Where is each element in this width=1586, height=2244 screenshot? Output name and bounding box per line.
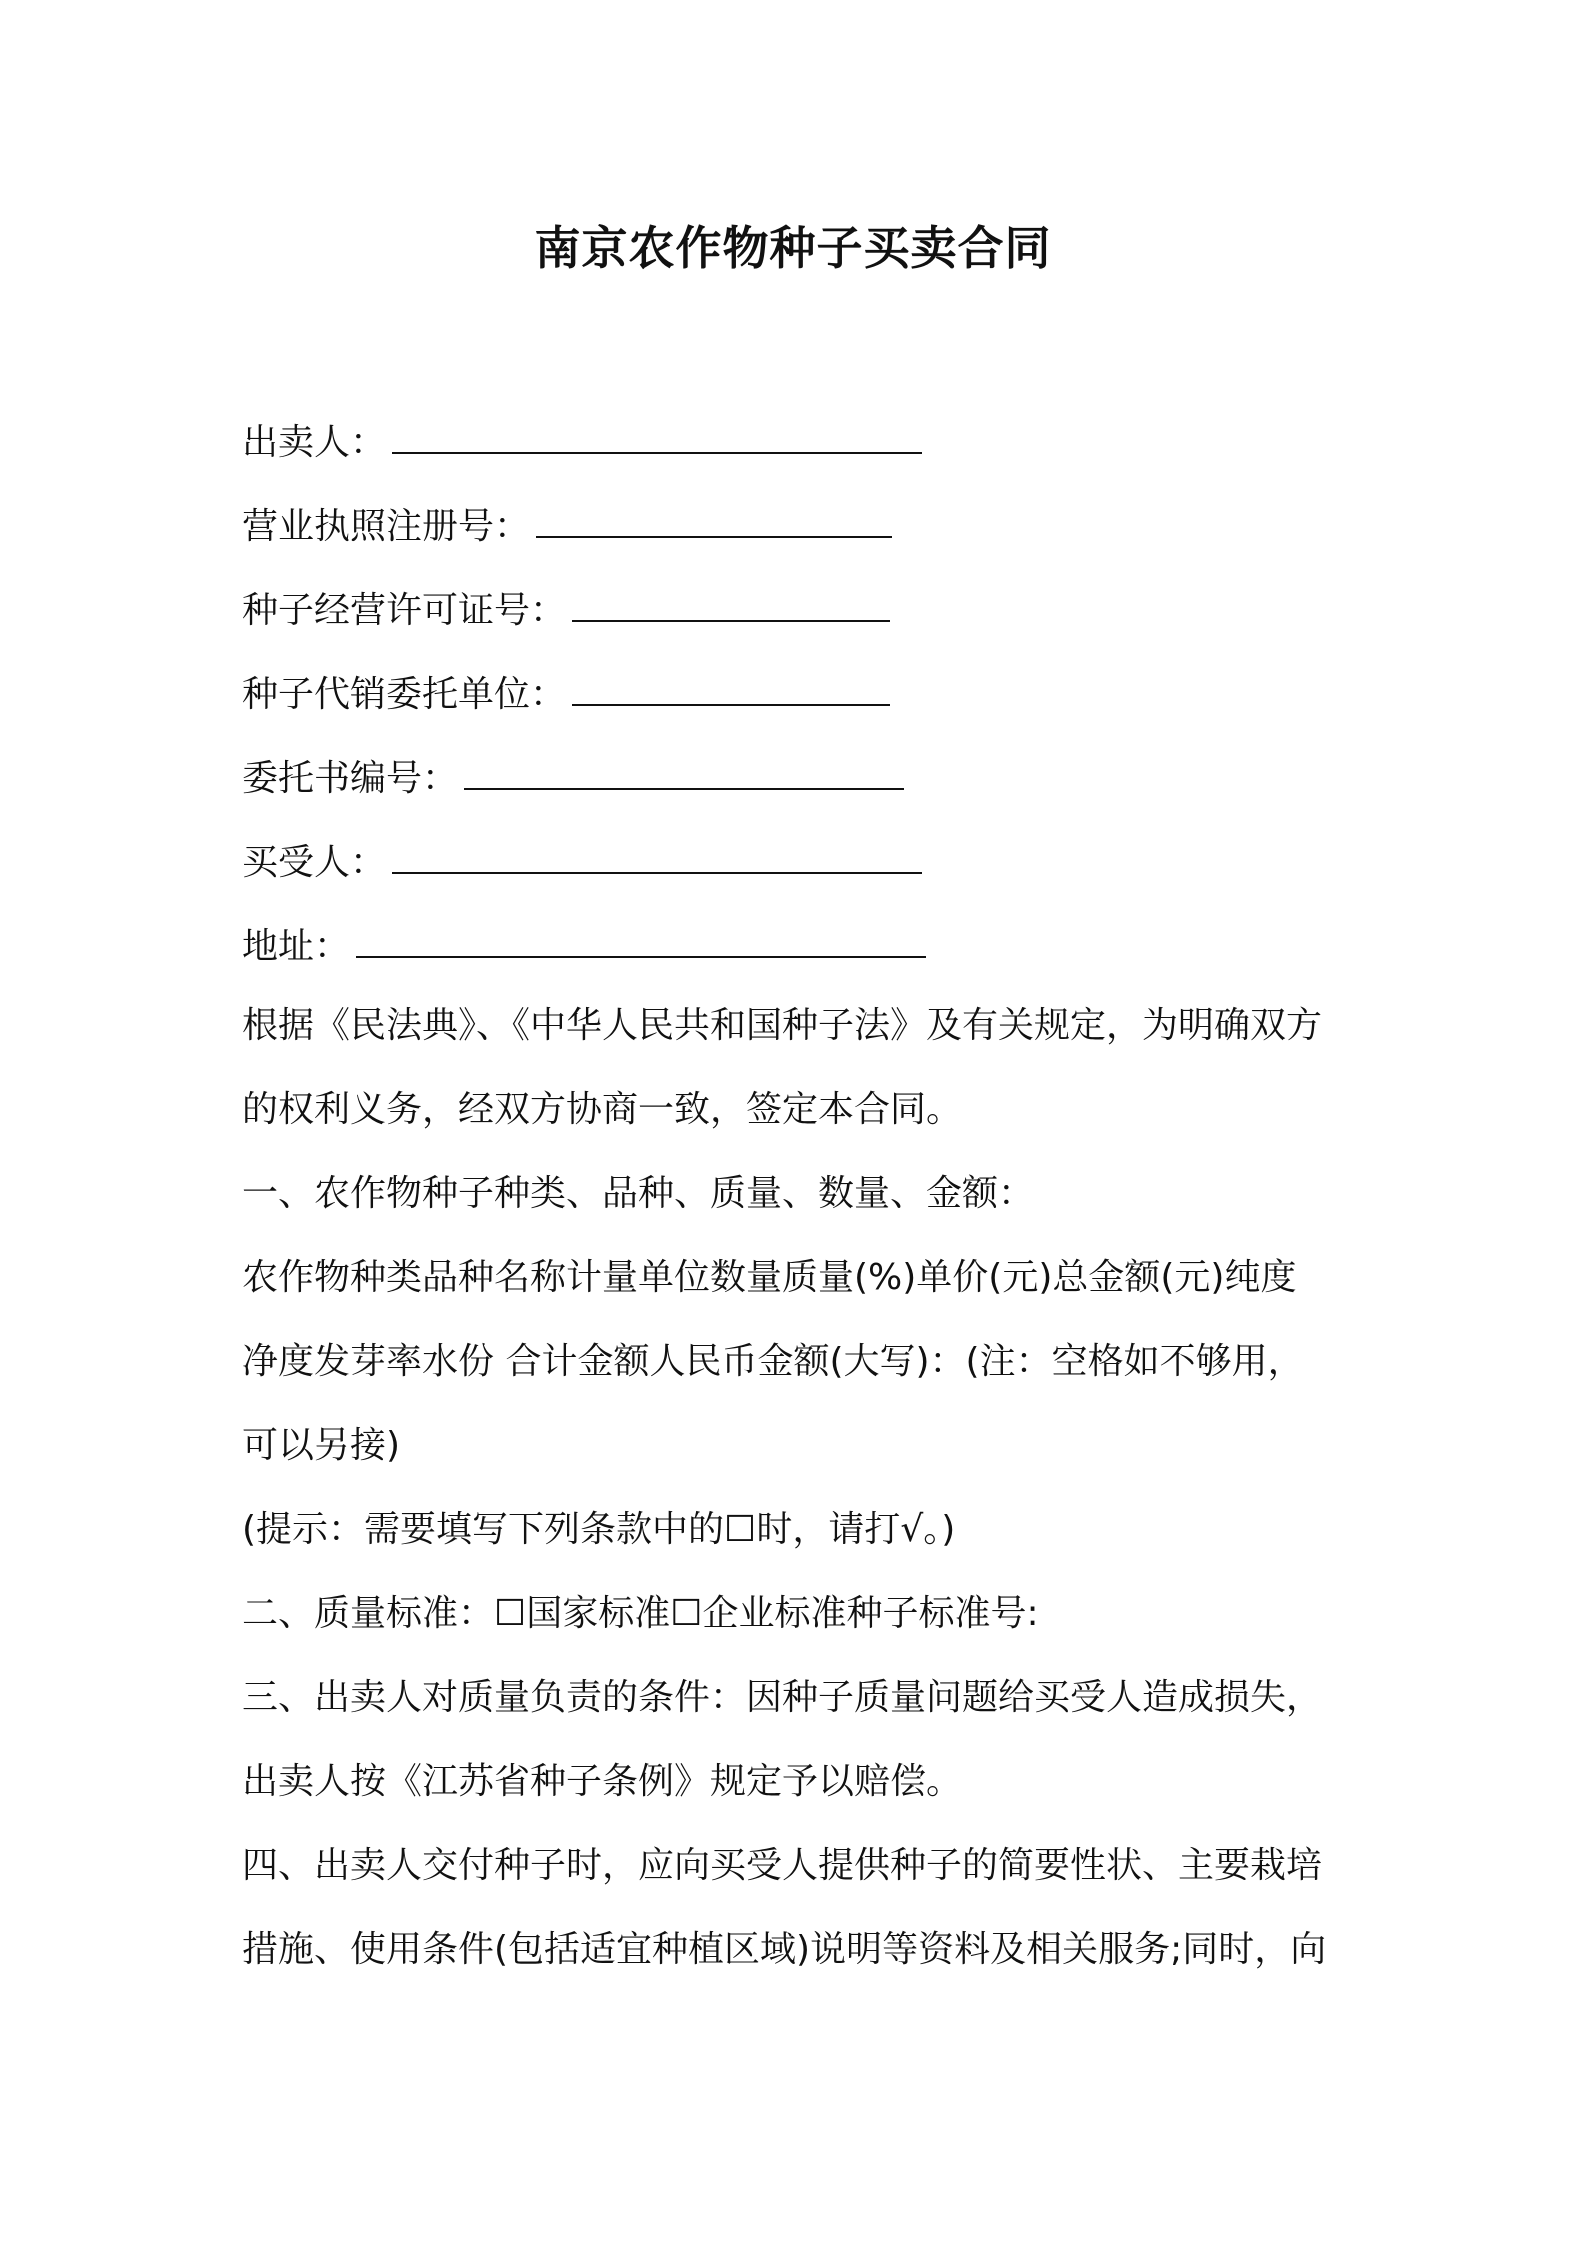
field-label: 委托书编号：: [242, 758, 459, 799]
field-business-license: [242, 502, 892, 549]
field-label: 买受人：: [242, 842, 387, 883]
field-seed-license: [242, 586, 890, 633]
section-heading: 一、农作物种子种类、品种、质量、数量、金额：: [242, 1173, 1035, 1214]
blank-line[interactable]: [356, 922, 926, 958]
blank-line[interactable]: [572, 670, 890, 706]
body-line: 的权利义务，经双方协商一致，签定本合同。: [242, 1089, 963, 1130]
field-label: 地址：: [242, 926, 351, 967]
blank-line[interactable]: [464, 754, 904, 790]
field-label: 出卖人：: [242, 422, 387, 463]
document-title: 南京农作物种子买卖合同: [534, 221, 1052, 275]
blank-line[interactable]: [572, 586, 890, 622]
field-label: 种子经营许可证号：: [242, 590, 567, 631]
blank-line[interactable]: [392, 838, 922, 874]
field-seller: [242, 418, 922, 465]
field-address: [242, 922, 926, 969]
blank-line[interactable]: [392, 418, 922, 454]
body-line: 可以另接): [242, 1425, 401, 1466]
field-authorization-number: [242, 754, 904, 801]
field-buyer: [242, 838, 922, 885]
section-heading: 三、出卖人对质量负责的条件：因种子质量问题给买受人造成损失，: [242, 1677, 1323, 1718]
hint-line: (提示：需要填写下列条款中的☐时，请打√。): [242, 1509, 956, 1550]
body-line: 农作物种类品种名称计量单位数量质量(%)单价(元)总金额(元)纯度: [242, 1257, 1297, 1298]
section-heading: 二、质量标准：☐国家标准☐企业标准种子标准号:: [242, 1593, 1039, 1634]
body-line: 措施、使用条件(包括适宜种植区域)说明等资料及相关服务;同时，向: [242, 1929, 1327, 1970]
body-line: 净度发芽率水份 合计金额人民币金额(大写)：(注：空格如不够用，: [242, 1341, 1304, 1382]
body-line: 根据《民法典》、《中华人民共和国种子法》及有关规定，为明确双方: [242, 1005, 1323, 1046]
field-label: 种子代销委托单位：: [242, 674, 567, 715]
field-consignment-unit: [242, 670, 890, 717]
field-label: 营业执照注册号：: [242, 506, 531, 547]
section-heading: 四、出卖人交付种子时，应向买受人提供种子的简要性状、主要栽培: [242, 1845, 1323, 1886]
body-line: 出卖人按《江苏省种子条例》规定予以赔偿。: [242, 1761, 963, 1802]
blank-line[interactable]: [536, 502, 892, 538]
